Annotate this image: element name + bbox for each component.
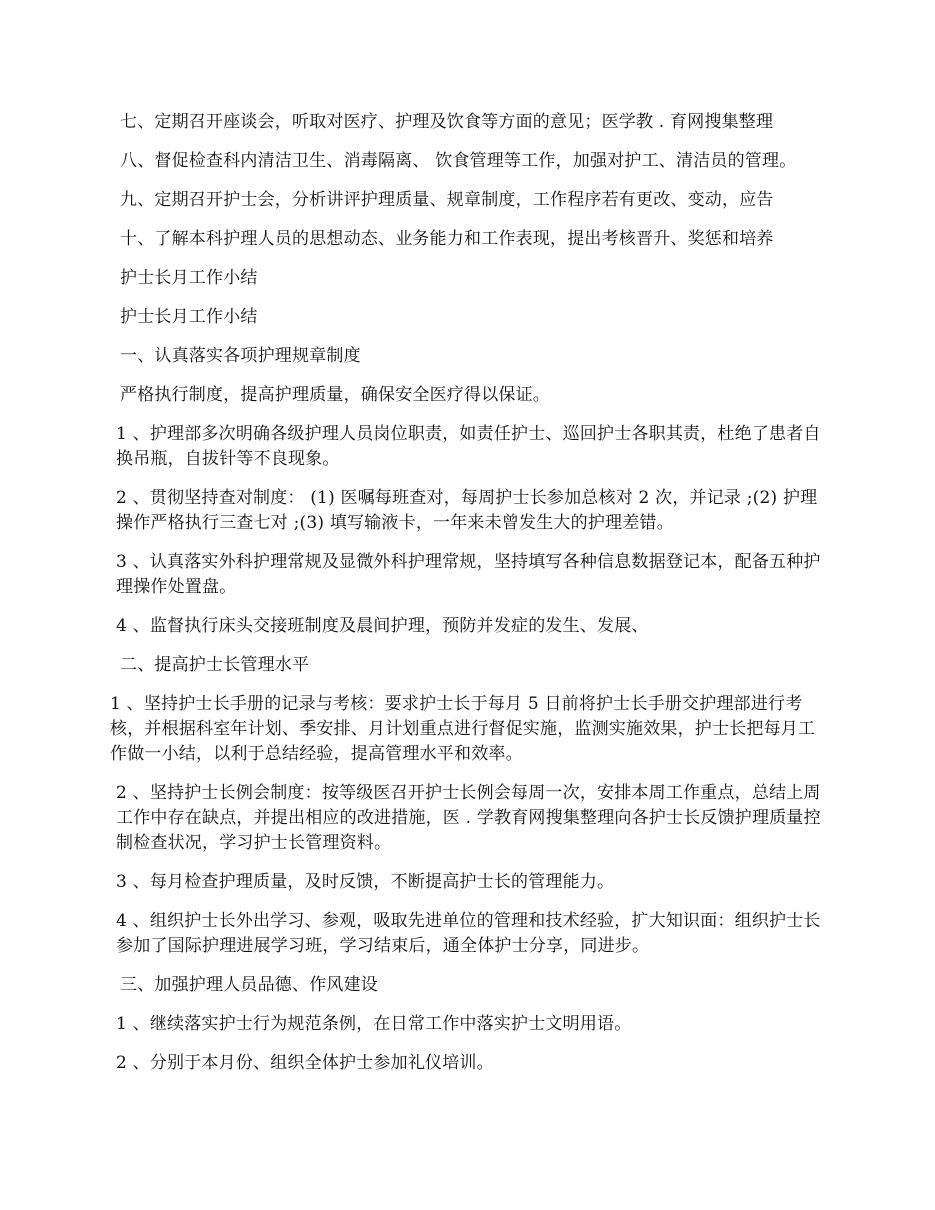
list-item-3-1: 1 、继续落实护士行为规范条例，在日常工作中落实护士文明用语。 xyxy=(116,1014,632,1034)
list-item-3-2: 2 、分别于本月份、组织全体护士参加礼仪培训。 xyxy=(116,1053,494,1073)
paragraph-intro: 严格执行制度，提高护理质量，确保安全医疗得以保证。 xyxy=(120,385,550,405)
list-item-2-2: 2 、坚持护士长例会制度：按等级医召开护士长例会每周一次，安排本周工作重点，总结上周工作中存在缺点，并提出相应的改进措施，医 . 学教育网搜集整理向各护士长反馈护理质量控制检查状况，学习护士长管理资料。 xyxy=(116,783,821,853)
list-item-4: 4 、监督执行床头交接班制度及晨间护理，预防并发症的发生、发展、 xyxy=(116,616,649,636)
heading-two: 二、提高护士长管理水平 xyxy=(120,655,310,675)
list-item-2: 2 、贯彻坚持查对制度： (1) 医嘱每班查对，每周护士长参加总核对 2 次，并记录 ;(2) 护理操作严格执行三查七对 ;(3) 填写输液卡，一年来未曾发生大的护理差错。 xyxy=(116,488,818,533)
list-item-2-1: 1 、坚持护士长手册的记录与考核：要求护士长于每月 5 日前将护士长手册交护理部进行考核，并根据科室年计划、季安排、月计划重点进行督促实施，监测实施效果，护士长把每月工作做一小结，以利于总结经验，提高管理水平和效率。 xyxy=(110,694,816,764)
list-item-2-4: 4 、组织护士长外出学习、参观，吸取先进单位的管理和技术经验，扩大知识面：组织护士长参加了国际护理进展学习班，学习结束后，通全体护士分享，同进步。 xyxy=(116,911,821,956)
paragraph-item-9: 九、定期召开护士会，分析讲评护理质量、规章制度，工作程序若有更改、变动，应告 xyxy=(120,190,774,210)
paragraph-item-10: 十、了解本科护理人员的思想动态、业务能力和工作表现，提出考核晋升、奖惩和培养 xyxy=(120,229,774,249)
list-item-3: 3 、认真落实外科护理常规及显微外科护理常规，坚持填写各种信息数据登记本，配备五种护理操作处置盘。 xyxy=(116,552,821,597)
section-title: 护士长月工作小结 xyxy=(120,268,258,288)
paragraph-item-8: 八、督促检查科内清洁卫生、消毒隔离、 饮食管理等工作，加强对护工、清洁员的管理。 xyxy=(120,151,797,171)
document-page xyxy=(110,110,830,1090)
section-title-repeat: 护士长月工作小结 xyxy=(120,307,258,327)
paragraph-item-7: 七、定期召开座谈会，听取对医疗、护理及饮食等方面的意见；医学教 . 育网搜集整理 xyxy=(120,112,774,132)
heading-one: 一、认真落实各项护理规章制度 xyxy=(120,346,361,366)
list-item-1: 1 、护理部多次明确各级护理人员岗位职责，如责任护士、巡回护士各职其责，杜绝了患者自换吊瓶，自拔针等不良现象。 xyxy=(116,424,821,469)
heading-three: 三、加强护理人员品德、作风建设 xyxy=(120,975,378,995)
list-item-2-3: 3 、每月检查护理质量，及时反馈，不断提高护士长的管理能力。 xyxy=(116,872,615,892)
